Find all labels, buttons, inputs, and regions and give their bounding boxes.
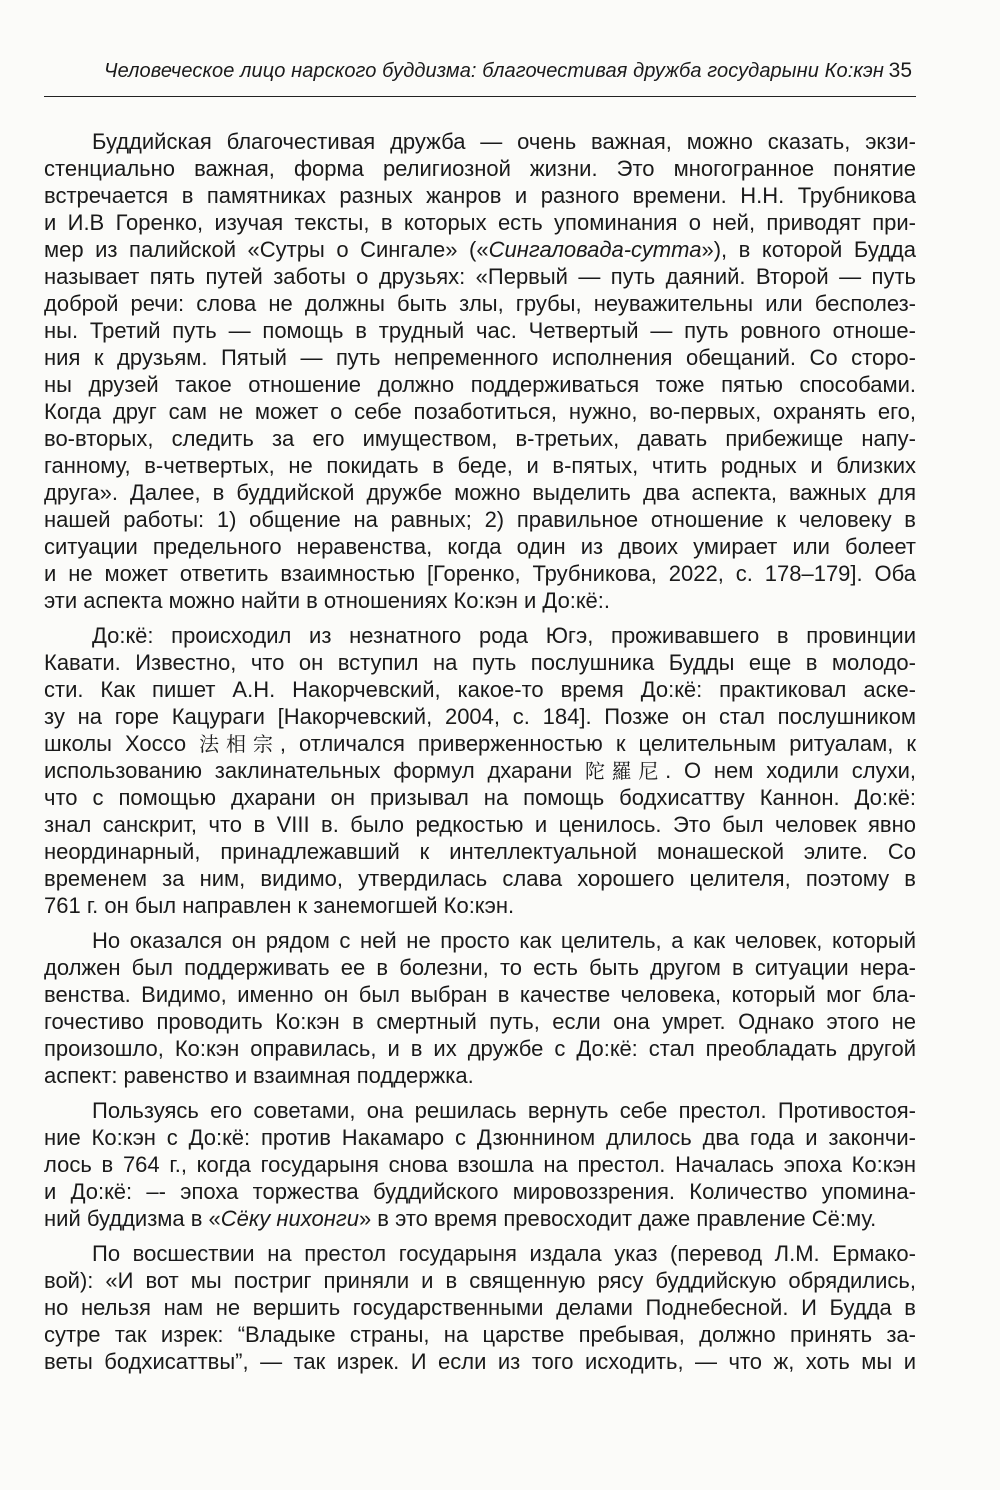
text-line: венства. Видимо, именно он был выбран в качестве человека, который мог бла- bbox=[44, 982, 916, 1007]
text-line: сти. Как пишет А.Н. Накорчевский, какое-то время До:кё: практиковал аске- bbox=[44, 677, 916, 702]
text-line bbox=[44, 236, 916, 263]
paragraph-5 bbox=[44, 1240, 916, 1375]
text-line: и не может ответить взаимностью [Горенко, Трубникова, 2022, с. 178–179]. Оба bbox=[44, 561, 916, 586]
text-line: встречается в памятниках разных жанров и разного времени. Н.Н. Трубникова bbox=[44, 183, 916, 208]
text-line: что с помощью дхарани он призывал на помощь бодхисаттву Каннон. До:кё: bbox=[44, 785, 916, 810]
text-line: лось в 764 г., когда государыня снова взошла на престол. Началась эпоха Ко:кэн bbox=[44, 1152, 916, 1177]
text-line: знал санскрит, что в VIII в. было редкостью и ценилось. Это был человек явно bbox=[44, 812, 916, 837]
text-line: должен был поддерживать ее в болезни, то есть быть другом в ситуации нера- bbox=[44, 955, 916, 980]
italic-title: Сингаловада-сутта bbox=[488, 237, 702, 262]
text-line: но нельзя нам не вершить государственными делами Поднебесной. И Будда в bbox=[44, 1295, 916, 1320]
book-page bbox=[44, 0, 916, 1490]
paragraph-4 bbox=[44, 1097, 916, 1232]
text-line: произошло, Ко:кэн оправилась, и в их дружбе с До:кё: стал преобладать другой bbox=[44, 1036, 916, 1061]
text-line: во-вторых, следить за его имуществом, в-третьих, давать прибежище напу- bbox=[44, 426, 916, 451]
text-line: Пользуясь его советами, она решилась вернуть себе престол. Противостоя- bbox=[92, 1098, 916, 1123]
text-line: До:кё: происходил из незнатного рода Югэ, проживавшего в провинции bbox=[92, 623, 916, 648]
text-line: стенциально важная, форма религиозной жизни. Это многогранное понятие bbox=[44, 156, 916, 181]
paragraph-1 bbox=[44, 128, 916, 614]
body-text bbox=[44, 128, 916, 1383]
text-segment: »), в которой Будда bbox=[701, 237, 916, 262]
page-number: 35 bbox=[888, 59, 912, 82]
text-segment: » в это время превосходит даже правление Сё:му. bbox=[358, 1206, 877, 1231]
kanji-dharani: 陀羅尼 bbox=[585, 759, 666, 783]
italic-title: Сёку нихонги bbox=[220, 1206, 359, 1231]
text-line: 761 г. он был направлен к занемогшей Ко:кэн. bbox=[44, 893, 515, 918]
text-line: ние Ко:кэн с До:кё: против Накамаро с Дзюннином длилось два года и закончи- bbox=[44, 1125, 916, 1150]
text-line: и До:кё: –- эпоха торжества буддийского мировоззрения. Количество упомина- bbox=[44, 1179, 916, 1204]
text-line: ния к друзьям. Пятый — путь непременного исполнения обещаний. Со сторо- bbox=[44, 345, 916, 370]
text-line: ны друзей такое отношение должно поддерживаться тоже пятью способами. bbox=[44, 372, 916, 397]
text-line: Буддийская благочестивая дружба — очень важная, можно сказать, экзи- bbox=[92, 129, 916, 154]
text-line: друга». Далее, в буддийской дружбе можно выделить два аспекта, важных для bbox=[44, 480, 916, 505]
text-line: ганному, в-четвертых, не покидать в беде, и в-пятых, чтить родных и близких bbox=[44, 453, 916, 478]
text-line: ны. Третий путь — помощь в трудный час. Четвертый — путь ровного отноше- bbox=[44, 318, 916, 343]
text-line: сутре так изрек: “Владыке страны, на царстве пребывая, должно принять за- bbox=[44, 1322, 916, 1347]
text-line: зу на горе Кацураги [Накорчевский, 2004, с. 184]. Позже он стал послушником bbox=[44, 704, 916, 729]
text-line: ситуации предельного неравенства, когда один из двоих умирает или болеет bbox=[44, 534, 916, 559]
text-line: Но оказался он рядом с ней не просто как целитель, а как человек, который bbox=[92, 928, 916, 953]
text-line: Кавати. Известно, что он вступил на путь послушника Будды еще в молодо- bbox=[44, 650, 916, 675]
text-line: нашей работы: 1) общение на равных; 2) правильное отношение к человеку в bbox=[44, 507, 916, 532]
running-head bbox=[44, 56, 916, 97]
text-segment: ний буддизма в « bbox=[44, 1206, 221, 1231]
text-line bbox=[44, 757, 916, 784]
text-line: вой): «И вот мы постриг приняли и в священную рясу буддийскую обрядились, bbox=[44, 1268, 916, 1293]
paragraph-2 bbox=[44, 622, 916, 919]
text-line: Когда друг сам не может о себе позаботиться, нужно, во-первых, охранять его, bbox=[44, 399, 916, 424]
kanji-hosso: 法相宗 bbox=[199, 732, 280, 756]
text-line: называет пять путей заботы о друзьях: «Первый — путь даяний. Второй — путь bbox=[44, 264, 916, 289]
text-line: По восшествии на престол государыня издала указ (перевод Л.М. Ермако- bbox=[92, 1241, 916, 1266]
paragraph-3 bbox=[44, 927, 916, 1089]
text-segment: мер из палийской «Сутры о Сингале» (« bbox=[44, 237, 489, 262]
text-line: неординарный, принадлежавший к интеллектуальной монашеской элите. Со bbox=[44, 839, 916, 864]
text-line: веты бодхисаттвы”, — так изрек. И если из того исходить, — что ж, хоть мы и bbox=[44, 1349, 916, 1374]
text-line bbox=[44, 730, 916, 757]
text-segment: . О нем ходили слухи, bbox=[665, 758, 916, 783]
text-segment: использованию заклинательных формул дхарани bbox=[44, 758, 585, 783]
text-line: гочестиво проводить Ко:кэн в смертный путь, если она умрет. Однако этого не bbox=[44, 1009, 916, 1034]
text-line: временем за ним, видимо, утвердилась слава хорошего целителя, поэтому в bbox=[44, 866, 916, 891]
text-line bbox=[44, 1205, 916, 1232]
text-line: и И.В Горенко, изучая тексты, в которых есть упоминания о ней, приводят при- bbox=[44, 210, 916, 235]
text-segment: , отличался приверженностью к целительным ритуалам, к bbox=[279, 731, 916, 756]
running-title: Человеческое лицо нарского буддизма: благочестивая дружба государыни Ко:кэн bbox=[104, 60, 884, 82]
text-line: аспект: равенство и взаимная поддержка. bbox=[44, 1063, 474, 1088]
text-line: доброй речи: слова не должны быть злы, грубы, неуважительны или бесполез- bbox=[44, 291, 916, 316]
text-line: эти аспекта можно найти в отношениях Ко:кэн и До:кё:. bbox=[44, 588, 610, 613]
text-segment: школы Хоссо bbox=[44, 731, 200, 756]
